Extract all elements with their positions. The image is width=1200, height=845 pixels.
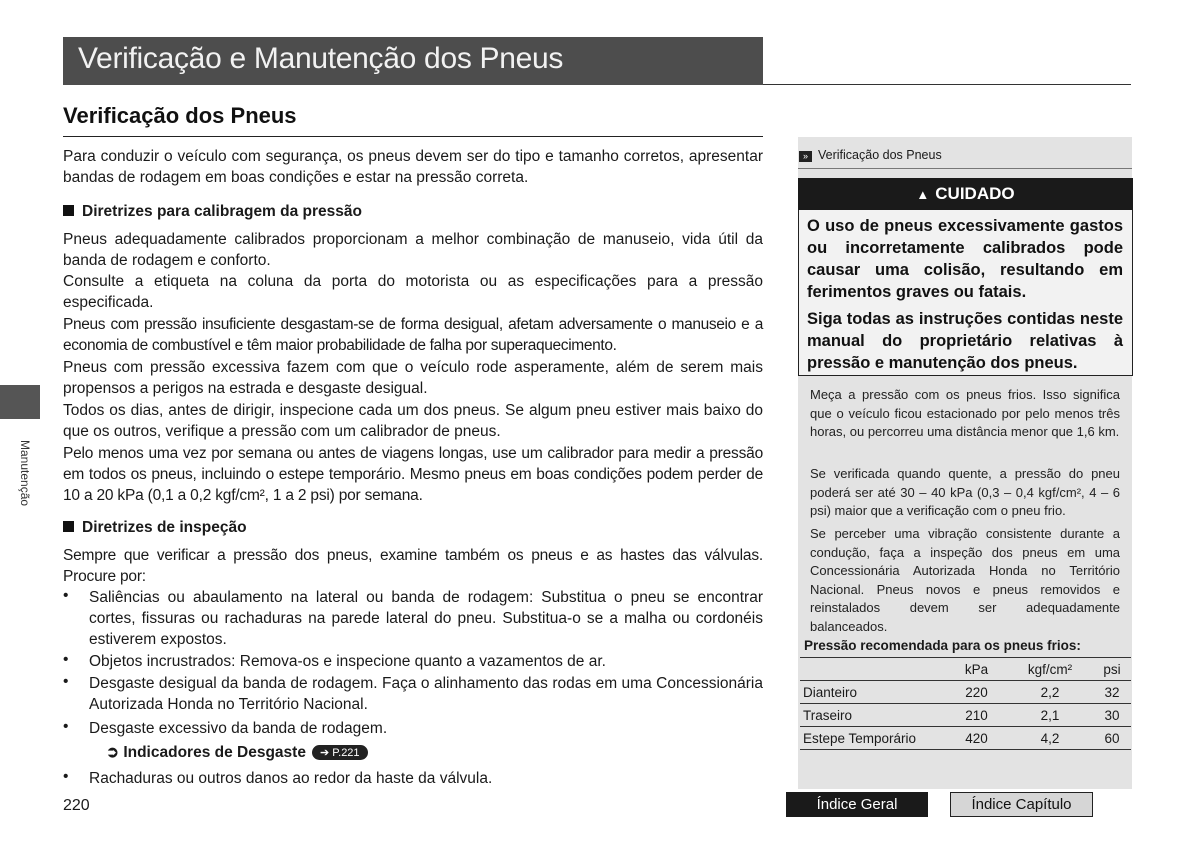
table-header-cell: psi [1103,661,1121,677]
table-cell: 60 [1104,730,1120,746]
sidebar-note-3: Se perceber uma vibração consistente durante a condução, faça a inspeção dos pneus em uma Concessionária Autorizada Honda no Território Nacional. Pneus novos e pneus removidos e reinstalados devem ser adequadamente balanceados. [810,526,1120,634]
table-cell: 2,2 [1040,684,1060,700]
calibration-p1: Pneus adequadamente calibrados proporcionam a melhor combinação de manuseio, vida útil da banda de rodagem e conforto. [63,231,763,269]
inspection-heading-text: Diretrizes de inspeção [82,519,247,536]
list-item: Objetos incrustrados: Remova-os e inspecione quanto a vazamentos de ar. [89,653,606,670]
caution-text-1: O uso de pneus excessivamente gastos ou incorretamente calibrados pode causar uma colisão, resultando em ferimentos graves ou fatais. [807,217,1123,301]
wear-indicator-link-label: Indicadores de Desgaste [123,744,306,761]
caution-header [798,178,1133,210]
index-general-button[interactable]: Índice Geral [786,792,928,817]
bullet-dot: • [63,768,69,785]
sidebar-ref [799,148,942,162]
warning-triangle-icon: ▲ [916,187,930,202]
list-item: Desgaste desigual da banda de rodagem. Faça o alinhamento das rodas em uma Concessionária Autorizada Honda no Território Nacional. [89,675,763,713]
pressure-table [800,657,1131,750]
table-header-row [800,658,1131,681]
table-cell: 4,2 [1040,730,1060,746]
page-title: Verificação e Manutenção dos Pneus [78,42,564,75]
square-bullet-icon [63,205,74,216]
inspection-intro: Sempre que verificar a pressão dos pneus, examine também os pneus e as hastes das válvulas. Procure por: [63,547,763,585]
list-item: Saliências ou abaulamento na lateral ou banda de rodagem: Substitua o pneu se encontrar cortes, fissuras ou rachaduras na parede lateral do pneu. Substitua-o se a malha ou cordonéis estiverem expostos. [89,589,763,648]
table-cell: 32 [1104,684,1120,700]
sidebar-note-2: Se verificada quando quente, a pressão do pneu poderá ser até 30 – 40 kPa (0,3 – 0,4 kgf/cm², 4 – 6 psi) maior que a verificação com o pneu frio. [810,466,1120,518]
chapter-tab-label: Manutenção [18,440,32,507]
sidebar-note-1: Meça a pressão com os pneus frios. Isso significa que o veículo ficou estacionado por pelo menos três horas, ou percorreu uma distância menor que 1,6 km. [810,387,1120,439]
chapter-tab[interactable] [0,385,40,419]
arrow-right-icon: ➲ [106,744,119,761]
calibration-heading [63,203,362,221]
page-ref-badge[interactable]: ➔ P.221 [312,745,368,760]
wear-indicator-link[interactable] [106,743,368,762]
bullet-dot: • [63,587,69,604]
table-cell: Estepe Temporário [803,730,917,746]
table-row [800,704,1131,727]
table-cell: 30 [1104,707,1120,723]
table-row [800,727,1131,750]
pressure-table-title: Pressão recomendada para os pneus frios: [804,638,1081,653]
table-cell: 210 [965,707,988,723]
calibration-p4: Pneus com pressão excessiva fazem com que o veículo rode asperamente, além de serem mais propensos a perigos na estrada e desgaste desigual. [63,359,763,397]
chapter-tab-label-wrap [12,440,32,530]
calibration-heading-text: Diretrizes para calibragem da pressão [82,203,362,220]
calibration-p2: Consulte a etiqueta na coluna da porta do motorista ou as especificações para a pressão especificada. [63,273,763,311]
calibration-p5: Todos os dias, antes de dirigir, inspecione cada um dos pneus. Se algum pneu estiver mais baixo do que os outros, verifique a pressão com um calibrador de pneus. [63,402,763,440]
table-cell: 220 [965,684,988,700]
sidebar-ref-rule [798,168,1132,169]
bullet-dot: • [63,651,69,668]
page-number: 220 [63,797,90,814]
calibration-p3: Pneus com pressão insuficiente desgastam-se de forma desigual, afetam adversamente o manuseio e a economia de combustível e têm maior probabilidade de falha por superaquecimento. [63,316,763,354]
table-row [800,681,1131,704]
caution-title: CUIDADO [935,184,1015,203]
page-ref-text: P.221 [332,747,360,759]
table-header-cell: kgf/cm² [1027,661,1073,677]
section-title: Verificação dos Pneus [63,103,297,128]
section-rule [63,136,763,137]
table-cell: 420 [965,730,988,746]
table-cell: 2,1 [1040,707,1060,723]
double-chevron-icon: » [799,151,812,162]
header-divider [763,84,1131,85]
caution-text-2: Siga todas as instruções contidas neste manual do proprietário relativas à pressão e manutenção dos pneus. [807,310,1123,372]
sidebar-ref-label: Verificação dos Pneus [818,148,942,162]
square-bullet-icon [63,521,74,532]
index-chapter-button[interactable]: Índice Capítulo [950,792,1093,817]
table-header-cell: kPa [964,661,989,677]
bullet-dot: • [63,673,69,690]
table-cell: Dianteiro [803,684,858,700]
bullet-dot: • [63,718,69,735]
inspection-heading [63,519,247,537]
list-item: Rachaduras ou outros danos ao redor da haste da válvula. [89,770,493,787]
table-header-cell [800,658,946,681]
calibration-p6: Pelo menos uma vez por semana ou antes de viagens longas, use um calibrador para medir a pressão em todos os pneus, incluindo o estepe temporário. Mesmo pneus em boas condições podem perder de 10 a 20 kPa (0,1 a 0,2 kgf/cm², 1 a 2 psi) por semana. [63,445,763,504]
intro-paragraph: Para conduzir o veículo com segurança, os pneus devem ser do tipo e tamanho corretos, apresentar bandas de rodagem em boas condições e estar na pressão correta. [63,148,763,186]
list-item: Desgaste excessivo da banda de rodagem. [89,720,388,737]
table-cell: Traseiro [803,707,853,723]
